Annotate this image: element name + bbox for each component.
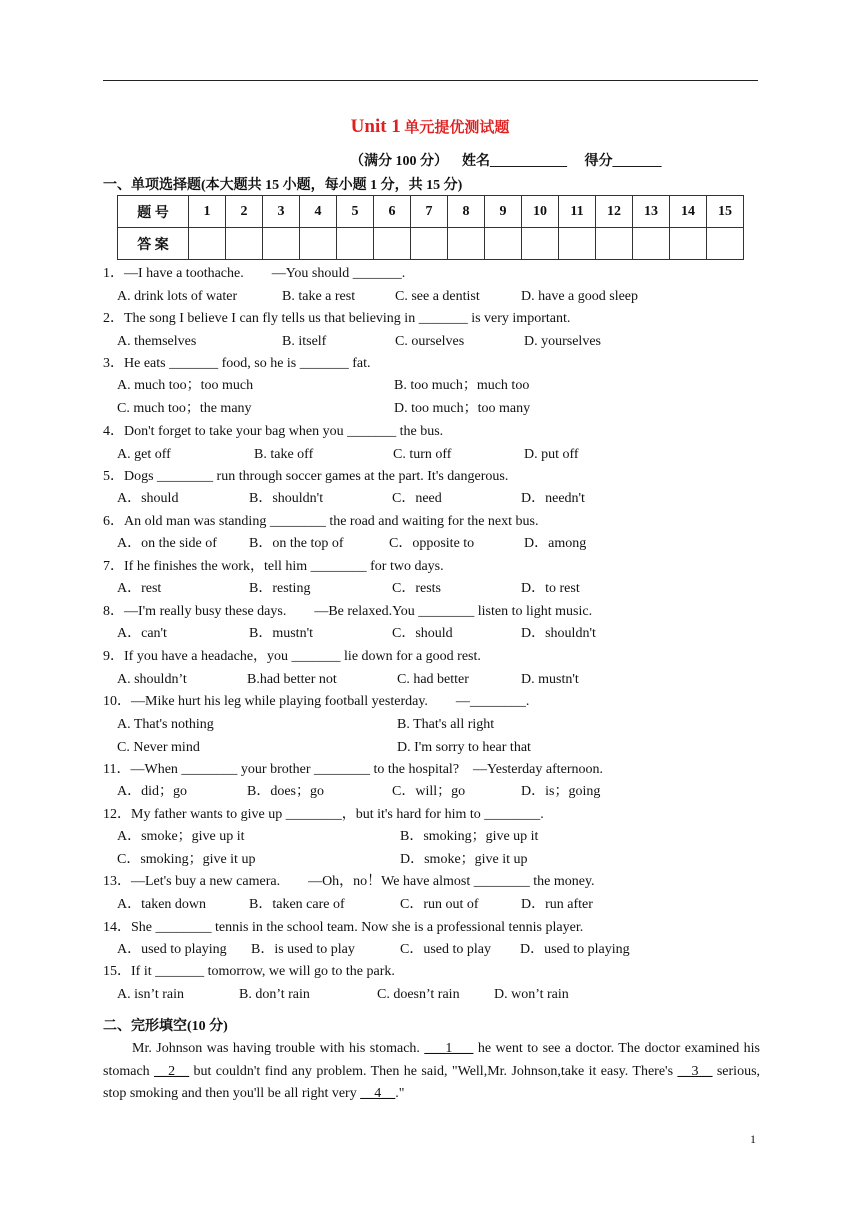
- top-rule: [103, 80, 758, 81]
- option: A．did；go: [117, 784, 187, 799]
- option: D．is；going: [521, 784, 601, 799]
- option: C．opposite to: [389, 536, 475, 551]
- answer-cell[interactable]: [522, 228, 559, 260]
- option: B．does；go: [247, 784, 324, 799]
- number-cell: 1: [189, 196, 226, 228]
- row-label-number: 题 号: [118, 196, 189, 228]
- number-cell: 10: [522, 196, 559, 228]
- option: D．smoke；give it up: [400, 852, 528, 867]
- option: C. Never mind: [117, 740, 200, 755]
- option: D．to rest: [521, 581, 580, 596]
- answer-cell[interactable]: [596, 228, 633, 260]
- answer-cell[interactable]: [707, 228, 744, 260]
- answer-cell[interactable]: [226, 228, 263, 260]
- row-label-answer: 答 案: [118, 228, 189, 260]
- answer-cell[interactable]: [633, 228, 670, 260]
- question-stem: 15．If it _______ tomorrow, we will go to the park.: [103, 964, 395, 979]
- option: A. themselves: [117, 334, 197, 349]
- option: B. itself: [282, 334, 327, 349]
- option: B. don’t rain: [239, 987, 310, 1002]
- answer-cell[interactable]: [670, 228, 707, 260]
- option: A．should: [117, 491, 179, 506]
- question-stem: 1．—I have a toothache. —You should _______.: [103, 266, 406, 281]
- option: B．mustn't: [249, 626, 313, 641]
- question-stem: 5．Dogs ________ run through soccer games at the part. It's dangerous.: [103, 469, 509, 484]
- number-cell: 8: [448, 196, 485, 228]
- answer-table-number-row: [118, 196, 744, 228]
- option: B．on the top of: [249, 536, 344, 551]
- option: D．used to playing: [520, 942, 630, 957]
- option: A．can't: [117, 626, 167, 641]
- section-2-heading: 二、完形填空(10 分): [103, 1019, 228, 1034]
- answer-cell[interactable]: [448, 228, 485, 260]
- option: C．rests: [392, 581, 441, 596]
- option: A. isn’t rain: [117, 987, 185, 1002]
- option: C．run out of: [400, 897, 479, 912]
- option: D. yourselves: [524, 334, 601, 349]
- title-chinese: 单元提优测试题: [404, 120, 510, 136]
- question-stem: 12．My father wants to give up ________，but it's hard for him to ________.: [103, 807, 544, 822]
- question-stem: 4．Don't forget to take your bag when you _______ the bus.: [103, 424, 444, 439]
- number-cell: 12: [596, 196, 633, 228]
- option: B. take a rest: [282, 289, 356, 304]
- question-stem: 2．The song I believe I can fly tells us that believing in _______ is very important.: [103, 311, 571, 326]
- option: D. I'm sorry to hear that: [397, 740, 531, 755]
- question-stem: 14．She ________ tennis in the school team. Now she is a professional tennis player.: [103, 920, 584, 935]
- answer-cell[interactable]: [300, 228, 337, 260]
- answer-table-answer-row: [118, 228, 744, 260]
- option: C．will；go: [392, 784, 466, 799]
- answer-cell[interactable]: [411, 228, 448, 260]
- number-cell: 9: [485, 196, 522, 228]
- number-cell: 11: [559, 196, 596, 228]
- option: B．is used to play: [251, 942, 355, 957]
- option: D．run after: [521, 897, 593, 912]
- option: C. see a dentist: [395, 289, 480, 304]
- option: B．smoking；give up it: [400, 829, 539, 844]
- question-stem: 10．—Mike hurt his leg while playing football yesterday. —________.: [103, 694, 530, 709]
- question-stem: 3．He eats _______ food, so he is _______ fat.: [103, 356, 371, 371]
- passage-text: he went to see a doctor. The doctor examined his stomach: [103, 1041, 760, 1079]
- title-english: Unit 1: [350, 116, 401, 137]
- passage-text: .": [395, 1086, 405, 1101]
- number-cell: 6: [374, 196, 411, 228]
- cloze-passage: [103, 1038, 760, 1106]
- option: C．smoking；give it up: [117, 852, 256, 867]
- option: A. drink lots of water: [117, 289, 238, 304]
- option: D. put off: [524, 447, 579, 462]
- blank-3: __3__: [677, 1063, 713, 1079]
- option: D. have a good sleep: [521, 289, 639, 304]
- option: D. mustn't: [521, 672, 579, 687]
- blank-4: __4__: [360, 1086, 396, 1101]
- option: A．rest: [117, 581, 162, 596]
- passage-text: but couldn't find any problem. Then he said, "Well,Mr. Johnson,take it easy. There's: [189, 1063, 678, 1079]
- option: C. doesn’t rain: [377, 987, 460, 1002]
- option: D. too much；too many: [394, 401, 531, 416]
- question-stem: 9．If you have a headache，you _______ lie down for a good rest.: [103, 649, 481, 664]
- number-cell: 7: [411, 196, 448, 228]
- option: B．taken care of: [249, 897, 345, 912]
- option: D. won’t rain: [494, 987, 569, 1002]
- answer-table: [117, 195, 744, 260]
- option: B．shouldn't: [249, 491, 324, 506]
- question-stem: 8．—I'm really busy these days. —Be relaxed.You ________ listen to light music.: [103, 604, 593, 619]
- answer-cell[interactable]: [189, 228, 226, 260]
- option: A. That's nothing: [117, 717, 214, 732]
- option: A．taken down: [117, 897, 207, 912]
- question-stem: 6．An old man was standing ________ the road and waiting for the next bus.: [103, 514, 539, 529]
- option: C. much too；the many: [117, 401, 252, 416]
- option: B．resting: [249, 581, 311, 596]
- option: D．needn't: [521, 491, 585, 506]
- option: A. shouldn’t: [117, 672, 187, 687]
- answer-cell[interactable]: [337, 228, 374, 260]
- option: C. turn off: [393, 447, 452, 462]
- option: A. get off: [117, 447, 171, 462]
- option: B.had better not: [247, 672, 337, 687]
- option: C. had better: [397, 672, 469, 687]
- page-number: 1: [750, 1132, 756, 1146]
- blank-1: ___1___: [424, 1041, 474, 1056]
- option: C．used to play: [400, 942, 491, 957]
- score-name-line: （满分 100 分） 姓名___________ 得分_______: [350, 154, 662, 169]
- number-cell: 15: [707, 196, 744, 228]
- question-stem: 7．If he finishes the work，tell him ________ for two days.: [103, 559, 444, 574]
- number-cell: 4: [300, 196, 337, 228]
- option: B. too much；much too: [394, 378, 530, 393]
- answer-cell[interactable]: [559, 228, 596, 260]
- number-cell: 14: [670, 196, 707, 228]
- section-1-heading: 一、单项选择题(本大题共 15 小题，每小题 1 分，共 15 分): [103, 178, 463, 193]
- option: D．shouldn't: [521, 626, 596, 641]
- blank-2: __2__: [154, 1063, 190, 1079]
- option: C. ourselves: [395, 334, 465, 349]
- answer-cell[interactable]: [263, 228, 300, 260]
- passage-text: Mr. Johnson was having trouble with his stomach.: [132, 1041, 425, 1056]
- option: D．among: [524, 536, 587, 551]
- option: A. much too；too much: [117, 378, 254, 393]
- option: C．need: [392, 491, 442, 506]
- option: A．smoke；give up it: [117, 829, 245, 844]
- answer-cell[interactable]: [374, 228, 411, 260]
- option: A．on the side of: [117, 536, 217, 551]
- option: C．should: [392, 626, 453, 641]
- option: B. take off: [254, 447, 314, 462]
- question-stem: 13．—Let's buy a new camera. —Oh，no！We have almost ________ the money.: [103, 874, 595, 889]
- number-cell: 3: [263, 196, 300, 228]
- option: B. That's all right: [397, 717, 495, 732]
- passage-text: serious, stop smoking and then you'll be all right very: [103, 1063, 761, 1101]
- page-title: [0, 116, 860, 138]
- answer-cell[interactable]: [485, 228, 522, 260]
- question-stem: 11．—When ________ your brother ________ to the hospital? —Yesterday afternoon.: [103, 762, 604, 777]
- number-cell: 5: [337, 196, 374, 228]
- option: A．used to playing: [117, 942, 227, 957]
- number-cell: 13: [633, 196, 670, 228]
- number-cell: 2: [226, 196, 263, 228]
